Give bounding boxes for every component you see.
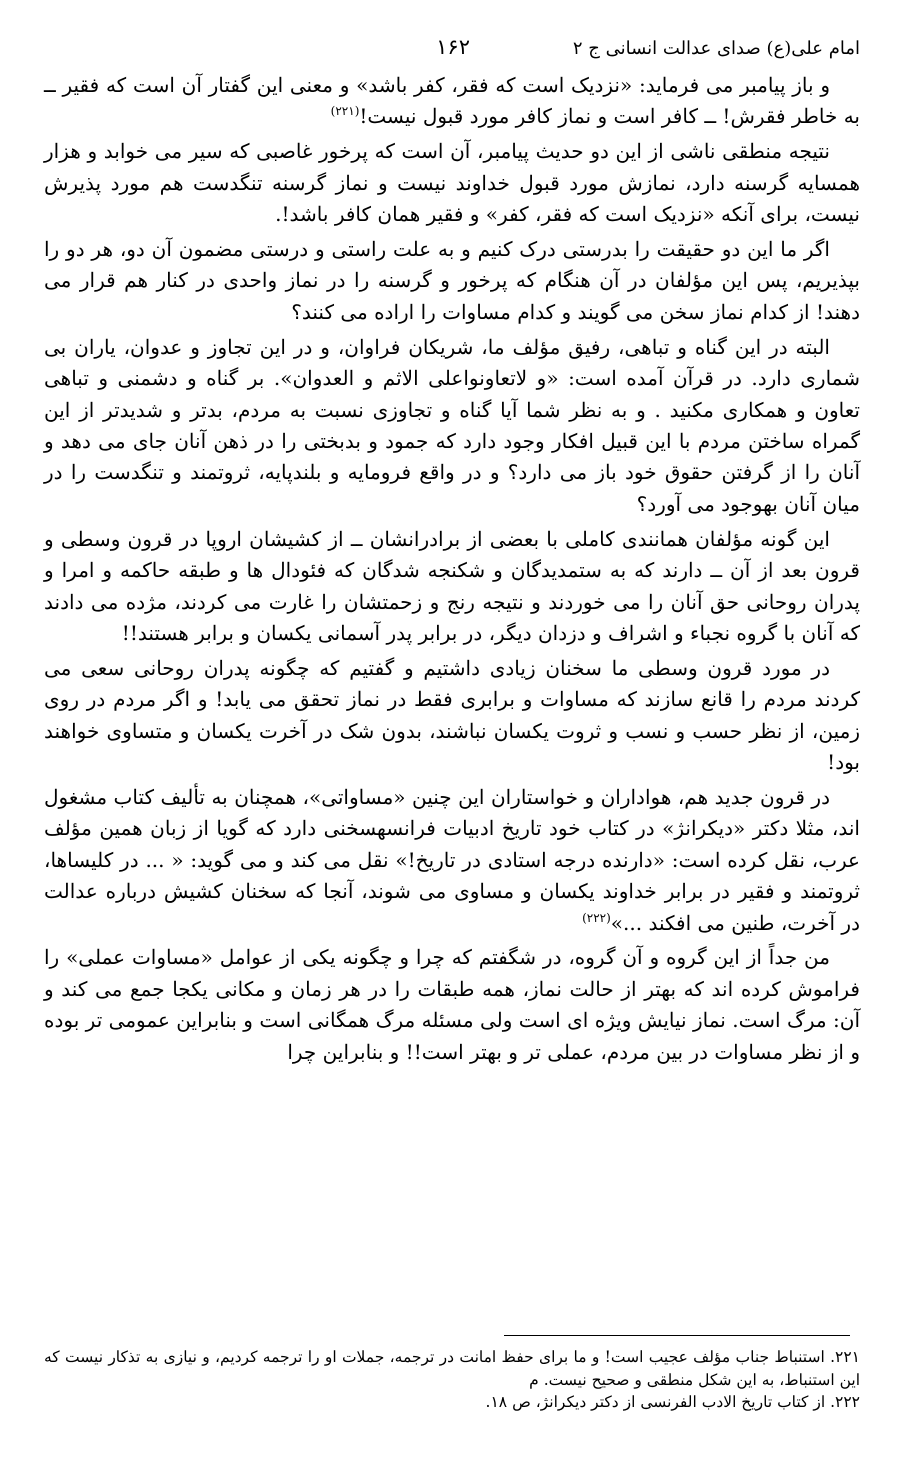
running-header [44,34,860,68]
book-title: امام علی(ع) صدای عدالت انسانی ج ۲ [572,38,860,59]
footnote-reference: (۲۲۲) [582,910,611,925]
footnotes [44,1346,860,1414]
page-number: ۱۶۲ [436,35,470,59]
paragraph: اگر ما این دو حقیقت را بدرستی درک کنیم و به علت راستی و درستی مضمون آن دو، هر دو را بپذیریم، پس این مؤلفان در آن هنگام که پرخور و گرسنه را در نماز واحدی در کنار هم قرار می دهند! از کدام نماز سخن می گویند و کدام مساوات را اراده می کنند؟ [44,237,860,324]
footnote-divider [504,1335,850,1336]
body-text [44,70,860,1068]
paragraph: نتیجه منطقی ناشی از این دو حدیث پیامبر، آن است که پرخور غاصبی که سیر می خوابد و هزار همسایه گرسنه دارد، نمازش مورد قبول خداوند نیست و نماز گرسنه تنگدست هم مورد پذیرش نیست، برای آنکه «نزدیک است که فقر، کفر» و فقیر همان کافر باشد!. [44,139,860,227]
footnote: ۲۲۱. استنباط جناب مؤلف عجیب است! و ما برای حفظ امانت در ترجمه، جملات او را ترجمه کردیم، و نیازی به تذکار نیست که این استنباط، به این شکل منطقی و صحیح نیست. م [44,1348,860,1389]
footnote-reference: (۲۲۱) [330,104,360,119]
footnote: ۲۲۲. از کتاب تاریخ الادب الفرنسی از دکتر دیکرانژ، ص ۱۸. [485,1393,860,1411]
paragraph: و باز پیامبر می فرماید: «نزدیک است که فقر، کفر باشد» و معنی این گفتار آن است که فقیر ــ به خاطر فقرش! ــ کافر است و نماز کافر مورد قبول نیست!$^{(۲۲۱)}$ [44,73,860,129]
paragraph: در مورد قرون وسطی ما سخنان زیادی داشتیم و گفتیم که چگونه پدران روحانی سعی می کردند مردم را قانع سازند که مساوات و برابری فقط در نماز تحقق می یابد! و اگر مردم در روی زمین، از نظر حسب و نسب و ثروت یکسان نباشند، بدون شک در آخرت یکسان و متساوی خواهند بود! [44,655,860,775]
paragraph: در قرون جدید هم، هواداران و خواستاران این چنین «مساواتی»، همچنان به تألیف کتاب مشغول اند، مثلا دکتر «دیکرانژ» در کتاب خود تاریخ ادبیات فرانسهسخنی دارد که گویا از زبان همین مؤلف عرب، نقل کرده است: «دارنده درجه استادی در تاریخ!» نقل می کند و می گوید: « ... در کلیساها، ثروتمند و فقیر در برابر خداوند یکسان و مساوی می شوند، آنجا که سخنان کشیش درباره عدالت در آخرت، طنین می افکند ...»$^{(۲۲۲)}$ [44,784,860,935]
paragraph: من جداً از این گروه و آن گروه، در شگفتم که چرا و چگونه یکی از عوامل «مساوات عملی» را فراموش کرده اند که بهتر از حالت نماز، همه طبقات را در هر زمان و مکانی یکجا جمع می کند و آن: مرگ است. نماز نیایش ویژه ای است ولی مسئله مرگ همگانی است و بنابراین عمومی تر بوده و از نظر مساوات در بین مردم، عملی تر و بهتر است!! و بنابراین چرا [44,945,860,1064]
book-page [44,34,860,1072]
paragraph: البته در این گناه و تباهی، رفیق مؤلف ما، شریکان فراوان، و در این تجاوز و عدوان، یاران بی شماری دارد. در قرآن آمده است: «و لاتعاونواعلی الاثم و العدوان». بر گناه و دشمنی و تباهی تعاون و همکاری مکنید . و به نظر شما آیا گناه و تجاوزی نسبت به مردم، بدتر و شدیدتر از این گمراه ساختن مردم با این قبیل افکار وجود دارد که جمود و بدبختی را در ذهن آنان جای می دهد و آنان را از گرفتن حقوق خود باز می دارد؟ و در واقع فرومایه و بلندپایه، ثروتمند و تنگدست را در میان آنان بهوجود می آورد؟ [44,334,861,516]
paragraph: این گونه مؤلفان همانندی کاملی با بعضی از برادرانشان ــ از کشیشان اروپا در قرون وسطی و قرون بعد از آن ــ دارند که به ستمدیدگان و شکنجه شدگان که فئودال ها و طبقه حاکمه و امرا و پدران روحانی حق آنان را می خوردند و نتیجه رنج و زحمتشان را غارت می کردند، مژده می دادند که آنان با گروه نجباء و اشراف و دزدان دیگر، در برابر پدر آسمانی یکسان و برابر هستند!! [44,526,860,645]
